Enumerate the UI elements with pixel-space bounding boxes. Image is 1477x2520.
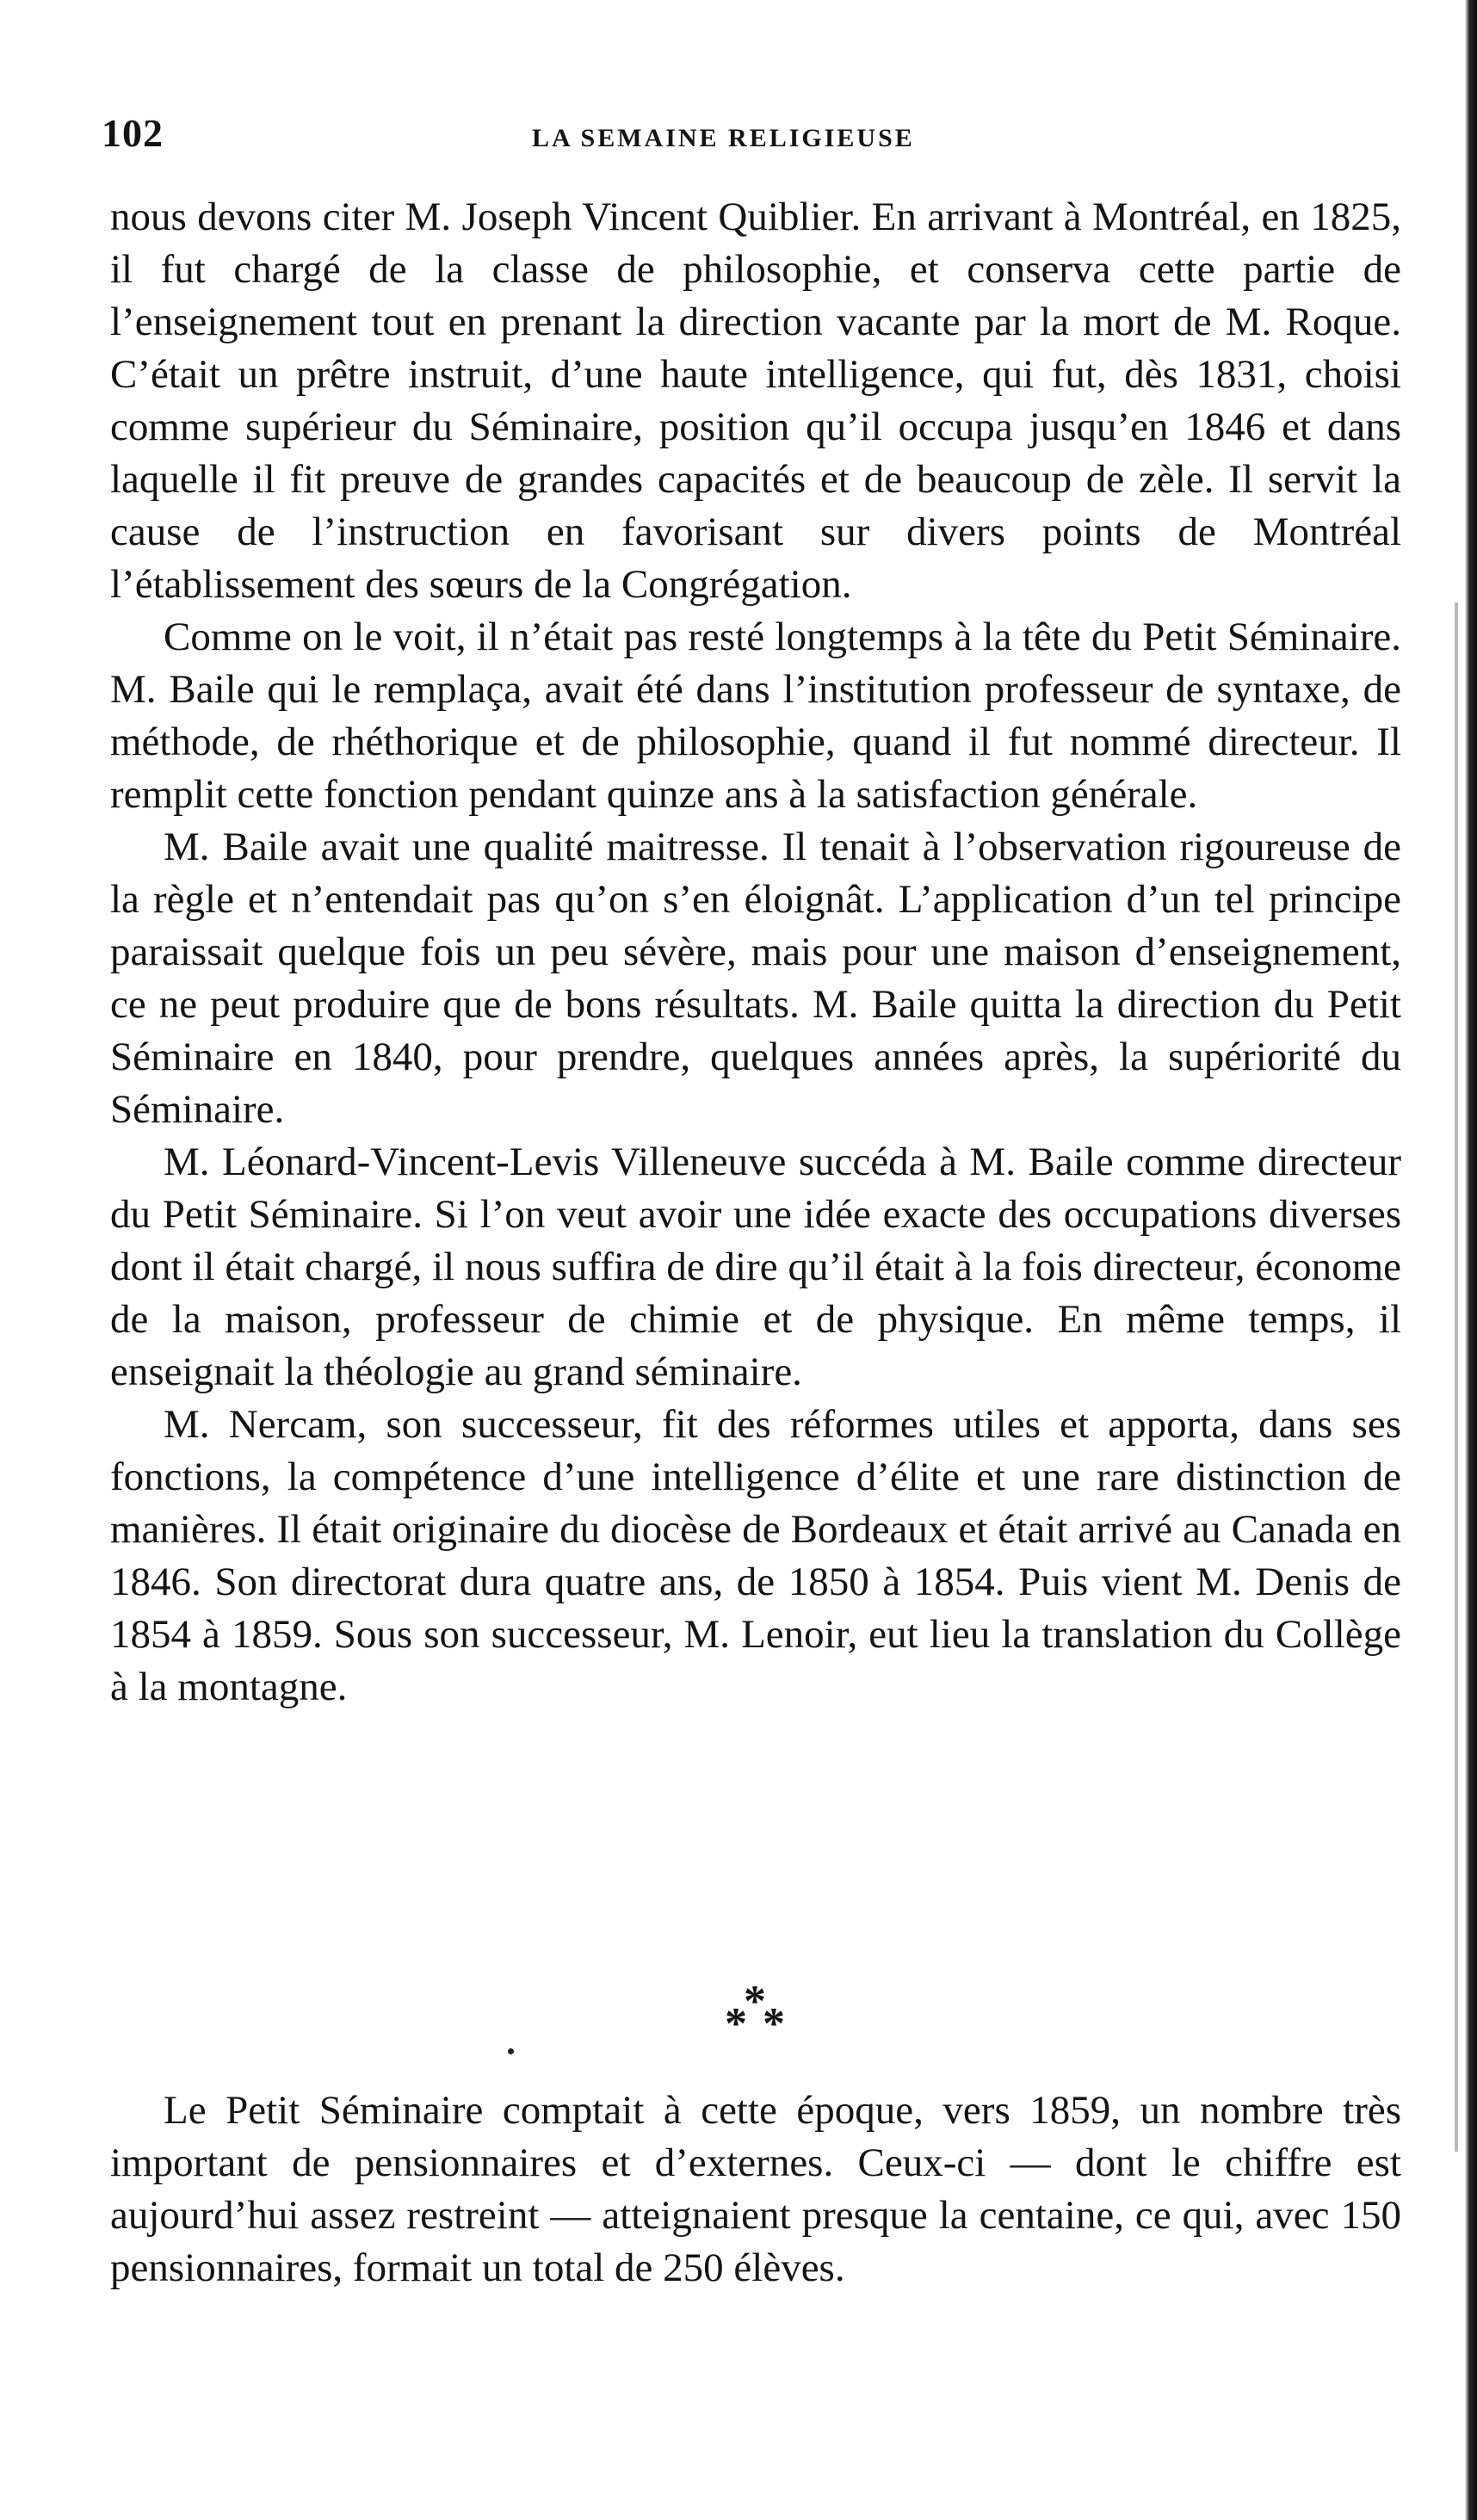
asterism-section-break — [725, 1976, 785, 2048]
page-header — [102, 110, 1401, 162]
body-text-after-break — [110, 2085, 1401, 2295]
asterism-star-left: * — [725, 1999, 747, 2048]
page-number: 102 — [102, 111, 164, 155]
paragraph-baile-director: Comme on le voit, il n’était pas resté longtemps à la tête du Petit Séminaire. M. Baile qui le remplaça, avait été dans l’institution professeur de syntaxe, de méthode, de rhéthorique et de philosophie, quand il fut nommé directeur. Il remplit cette fonction pendant quinze ans à la satisfaction générale. — [110, 615, 1401, 817]
body-text — [110, 191, 1401, 1714]
asterism-star-right: * — [763, 1999, 785, 2048]
running-head: LA SEMAINE RELIGIEUSE — [532, 124, 915, 152]
page-shadow-line — [1455, 602, 1458, 2152]
paragraph-baile-quality: M. Baile avait une qualité maitresse. Il tenait à l’observation rigoureuse de la règle et n’entendait pas qu’on s’en éloignât. L’application d’un tel principe paraissait quelque fois un peu sévère, mais pour une maison d’enseignement, ce ne peut produire que de bons résultats. M. Baile quitta la direction du Petit Séminaire en 1840, pour prendre, quelques années après, la supériorité du Séminaire. — [110, 825, 1401, 1132]
asterism-star-top: * — [744, 1977, 766, 2026]
paragraph-quiblier: nous devons citer M. Joseph Vincent Quiblier. En arrivant à Montréal, en 1825, il fut chargé de la classe de philosophie, et conserva cette partie de l’enseignement tout en prenant la direction vacante par la mort de M. Roque. C’était un prêtre instruit, d’une haute intelligence, qui fut, dès 1831, choisi comme supérieur du Séminaire, position qu’il occupa jusqu’en 1846 et dans laquelle il fit preuve de grandes capacités et de beaucoup de zèle. Il servit la cause de l’instruction en favorisant sur divers points de Montréal l’établissement des sœurs de la Congrégation. — [110, 195, 1401, 607]
stray-ink-dot — [508, 2048, 514, 2054]
paragraph-villeneuve: M. Léonard-Vincent-Levis Villeneuve succéda à M. Baile comme directeur du Petit Séminaire. Si l’on veut avoir une idée exacte des occupations diverses dont il était chargé, il nous suffira de dire qu’il était à la fois directeur, économe de la maison, professeur de chimie et de physique. En même temps, il enseignait la théologie au grand séminaire. — [110, 1140, 1401, 1394]
paragraph-nercam: M. Nercam, son successeur, fit des réformes utiles et apporta, dans ses fonctions, la compétence d’une intelligence d’élite et une rare distinction de manières. Il était originaire du diocèse de Bordeaux et était arrivé au Canada en 1846. Son directorat dura quatre ans, de 1850 à 1854. Puis vient M. Denis de 1854 à 1859. Sous son successeur, M. Lenoir, eut lieu la translation du Collège à la montagne. — [110, 1402, 1401, 1709]
paragraph-enrollment: Le Petit Séminaire comptait à cette époque, vers 1859, un nombre très important de pensionnaires et d’externes. Ceux-ci — dont le chiffre est aujourd’hui assez restreint — atteignaient presque la centaine, ce qui, avec 150 pensionnaires, formait un total de 250 élèves. — [110, 2088, 1401, 2290]
page-binding-edge — [1465, 0, 1477, 2520]
